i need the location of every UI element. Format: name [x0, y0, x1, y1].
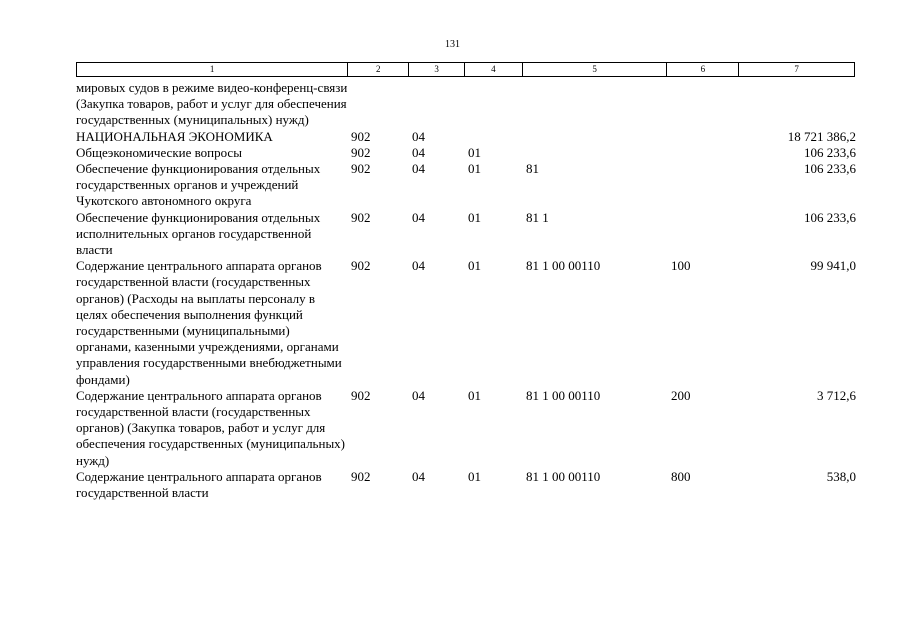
row-amount	[740, 80, 856, 129]
table-row	[76, 161, 856, 210]
row-subsection: 01	[468, 161, 481, 177]
table-body	[76, 80, 856, 501]
row-amount: 18 721 386,2	[787, 128, 856, 144]
row-expense-type: 800	[671, 468, 691, 484]
row-subsection: 01	[468, 387, 481, 403]
row-section	[409, 80, 465, 129]
row-expense-type: 200	[671, 387, 691, 403]
row-subsection: 01	[468, 144, 481, 160]
row-expense-type	[668, 129, 740, 145]
row-amount: 106 233,6	[804, 209, 856, 225]
header-col-2: 2	[348, 63, 409, 76]
row-name: Обеспечение функционирования отдельных государственных органов и учреждений Чукотского автономного округа	[76, 161, 321, 209]
row-ministry: 902	[351, 258, 371, 274]
row-subsection	[465, 129, 523, 145]
row-ministry: 902	[351, 161, 371, 177]
table-row	[76, 145, 856, 161]
row-ministry: 902	[351, 144, 371, 160]
row-name: Содержание центрального аппарата органов государственной власти (государственных органов) (Закупка товаров, работ и услуг для обеспечения государственных (муниципальных) нужд)	[76, 387, 346, 468]
row-subsection: 01	[468, 209, 481, 225]
table-row	[76, 258, 856, 388]
row-target-article	[523, 80, 668, 129]
row-amount: 538,0	[826, 468, 856, 484]
table-row	[76, 388, 856, 469]
header-col-1: 1	[77, 63, 348, 76]
row-target-article: 81 1 00 00110	[526, 387, 601, 403]
header-col-6: 6	[667, 63, 739, 76]
row-expense-type: 100	[671, 258, 691, 274]
row-name: мировых судов в режиме видео-конференц-связи (Закупка товаров, работ и услуг для обеспечения государственных (муниципальных) нужд)	[76, 80, 348, 128]
table-row	[76, 469, 856, 501]
row-ministry: 902	[351, 128, 371, 144]
header-col-7: 7	[794, 64, 799, 74]
row-name: Содержание центрального аппарата органов государственной власти	[76, 468, 322, 501]
row-target-article	[523, 145, 668, 161]
row-target-article	[523, 129, 668, 145]
row-target-article: 81	[526, 161, 539, 177]
row-expense-type	[668, 145, 740, 161]
row-name: Содержание центрального аппарата органов государственной власти (государственных органов) (Расходы на выплаты персоналу в целях обеспечения выполнения функций государственными (муниципальными) органами, казенными учреждениями, органами управления государственными внебюджетными фондами)	[76, 258, 342, 387]
row-section: 04	[412, 144, 425, 160]
row-ministry: 902	[351, 387, 371, 403]
row-subsection: 01	[468, 258, 481, 274]
header-col-4: 4	[465, 63, 523, 76]
row-section: 04	[412, 161, 425, 177]
row-target-article: 81 1	[526, 209, 549, 225]
row-name: Обеспечение функционирования отдельных исполнительных органов государственной власти	[76, 209, 321, 258]
row-section: 04	[412, 468, 425, 484]
row-target-article: 81 1 00 00110	[526, 258, 601, 274]
row-subsection	[465, 80, 523, 129]
row-amount: 3 712,6	[817, 387, 856, 403]
row-amount: 106 233,6	[804, 144, 856, 160]
row-section: 04	[412, 128, 425, 144]
row-ministry	[348, 80, 409, 129]
table-row	[76, 210, 856, 259]
table-header	[76, 62, 855, 77]
table-row	[76, 80, 856, 129]
row-section: 04	[412, 387, 425, 403]
row-amount: 99 941,0	[810, 258, 856, 274]
table-row	[76, 129, 856, 145]
header-col-3: 3	[409, 63, 465, 76]
row-ministry: 902	[351, 209, 371, 225]
row-name: НАЦИОНАЛЬНАЯ ЭКОНОМИКА	[76, 128, 273, 144]
page-number: 131	[445, 39, 460, 50]
row-expense-type	[668, 161, 740, 210]
row-ministry: 902	[351, 468, 371, 484]
row-amount: 106 233,6	[804, 161, 856, 177]
row-name: Общеэкономические вопросы	[76, 144, 242, 160]
header-col-5: 5	[523, 63, 668, 76]
row-target-article: 81 1 00 00110	[526, 468, 601, 484]
row-subsection: 01	[468, 468, 481, 484]
row-section: 04	[412, 209, 425, 225]
row-expense-type	[668, 80, 740, 129]
row-expense-type	[668, 210, 740, 259]
row-section: 04	[412, 258, 425, 274]
